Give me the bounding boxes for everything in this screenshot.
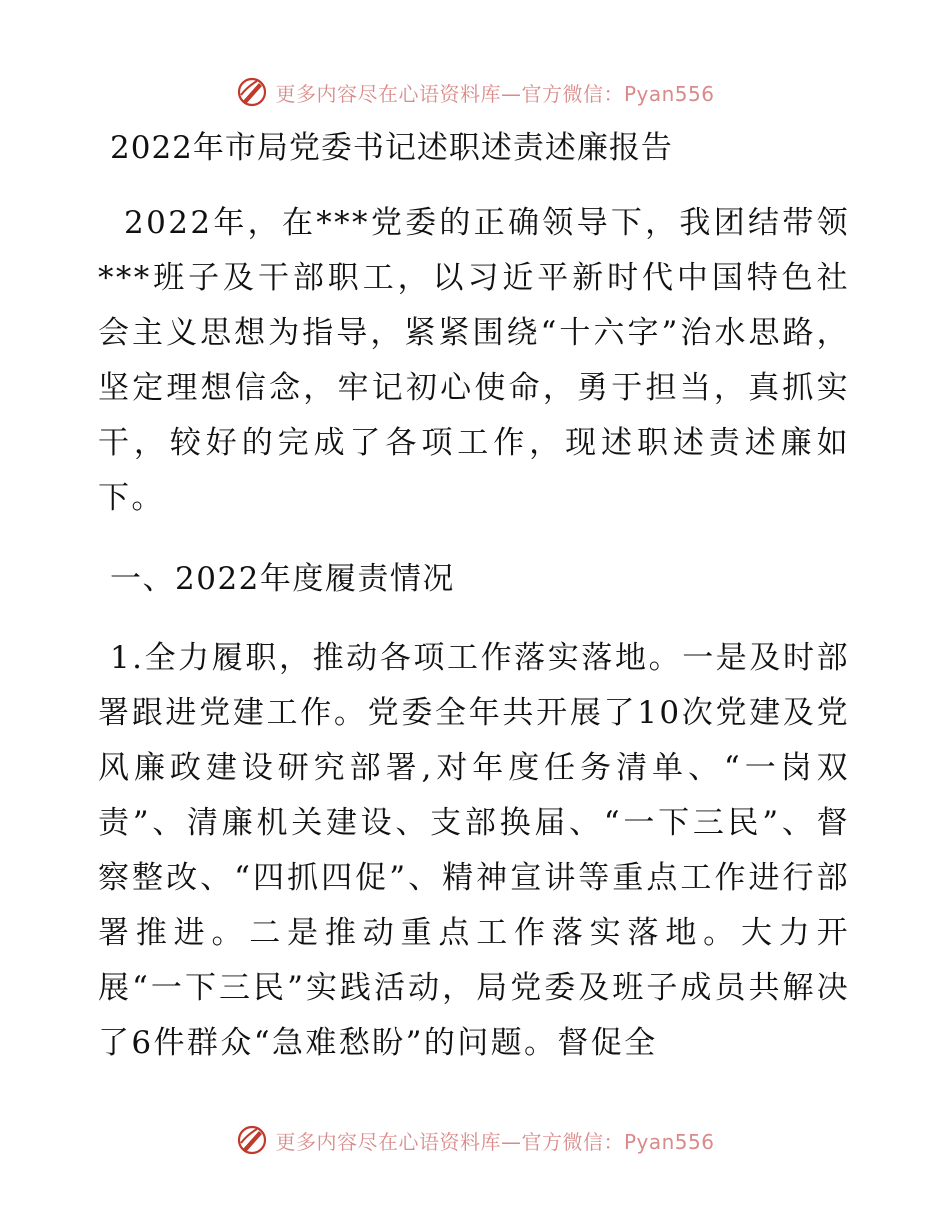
quill-pen-logo <box>235 75 269 109</box>
quill-pen-logo <box>235 1123 269 1157</box>
section-heading: 一、2022年度履责情况 <box>110 561 455 597</box>
watermark-header <box>0 72 950 112</box>
section-paragraph: 1.全力履职，推动各项工作落实落地。一是及时部署跟进党建工作。党委全年共开展了10次党建及党风廉政建设研究部署,对年度任务清单、“一岗双责”、清廉机关建设、支部换届、“一下三民”、督察整改、“四抓四促”、精神宣讲等重点工作进行部署推进。二是推动重点工作落实落地。大力开展“一下三民”实践活动，局党委及班子成员共解决了6件群众“急难愁盼”的问题。督促全 <box>98 640 850 1061</box>
watermark-footer <box>0 1120 950 1160</box>
document-title: 2022年市局党委书记述职述责述廉报告 <box>110 130 673 166</box>
watermark-text: 更多内容尽在心语资料库—官方微信：Pyan556 <box>275 81 715 106</box>
document-body <box>98 122 850 1071</box>
intro-paragraph: 2022年，在***党委的正确领导下，我团结带领***班子及干部职工，以习近平新时代中国特色社会主义思想为指导，紧紧围绕“十六字”治水思路，坚定理想信念，牢记初心使命，勇于担当，真抓实干，较好的完成了各项工作，现述职述责述廉如下。 <box>98 205 850 516</box>
watermark-text: 更多内容尽在心语资料库—官方微信：Pyan556 <box>275 1129 715 1154</box>
